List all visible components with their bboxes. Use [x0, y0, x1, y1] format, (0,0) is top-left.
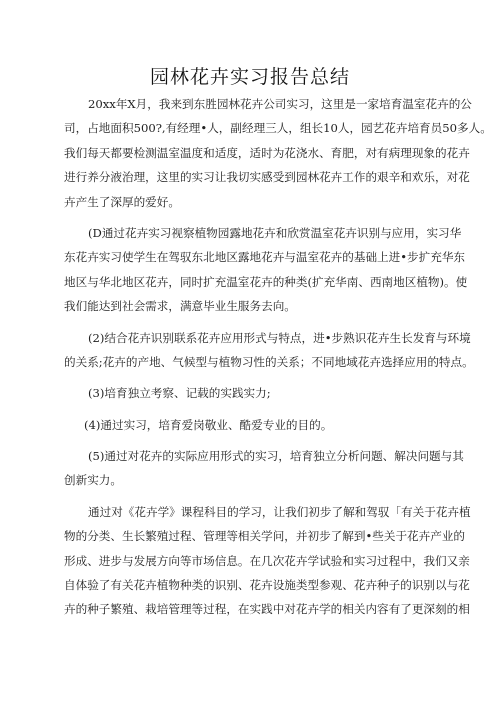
paragraph-7: [64, 500, 471, 622]
text-line: 形成、进步与发展方向等市场信息。在几次花卉学试验和实习过程中，我们又亲: [64, 553, 470, 568]
text-line: 自体验了有关花卉植物种类的识别、花卉设施类型参观、花卉种子的识别以与花: [64, 578, 470, 593]
text-line: 卉产生了深厚的爱好。: [64, 194, 180, 209]
text-line: 物的分类、生长繁殖过程、管理等相关学问，并初步了解到•些关于花卉产业的: [64, 529, 466, 544]
text-line: 地区与华北地区花卉，同时扩充温室花卉的种类(扩充华南、西南地区植物)。使: [64, 274, 468, 289]
text-line: 创新实力。: [64, 473, 122, 488]
text-line: 20xx年X月，我来到东胜园林花卉公司实习，这里是一家培育温室花卉的公: [88, 97, 472, 111]
text-line: (2)结合花卉识别联系花卉应用形式与特点，进•步熟识花卉生长发育与环境: [88, 330, 471, 345]
paragraph-4: [64, 381, 440, 405]
text-line: (3)培育独立考察、记载的实践实力;: [88, 386, 271, 401]
document-title: 园林花卉实习报告总结: [149, 66, 350, 88]
paragraph-1: [64, 92, 492, 214]
text-line: 司，占地面积500?,有经理•人，副经理三人，组长10人，园艺花卉培育员50多人。: [64, 121, 492, 136]
text-line: 我们能达到社会需求，满意毕业生服务去向。: [64, 299, 296, 314]
document-body: [64, 92, 492, 629]
text-line: (5)通过对花卉的实际应用形式的实习，培育独立分析问题、解决问题与其: [88, 449, 464, 464]
text-line: (D通过花卉实习视察植物园露地花卉和欣赏温室花卉识别与应用，实习华: [88, 225, 462, 240]
paragraph-5: [64, 413, 440, 437]
paragraph-3: [64, 326, 474, 375]
text-line: 进行养分液治理，这里的实习让我切实感受到园林花卉工作的艰辛和欢乐，对花: [64, 170, 470, 185]
text-line: 东花卉实习使学生在驾驭东北地区露地花卉与温室花卉的基础上进•步扩充华东: [64, 250, 466, 265]
text-line: 我们每天都要检测温室温度和适度，适时为花浇水、育肥，对有病理现象的花卉: [64, 145, 470, 160]
text-line: 通过对《花卉学》课程科目的学习，让我们初步了解和驾驭「有关于花卉植: [88, 504, 471, 519]
paragraph-2: [64, 221, 468, 319]
text-line: 的关系;花卉的产地、气候型与植物习性的关系；不同地域花卉选择应用的特点。: [64, 354, 474, 369]
text-line: 卉的种子繁殖、栽培管理等过程，在实践中对花卉学的相关内容有了更深刻的相: [64, 602, 470, 617]
paragraph-6: [64, 444, 464, 493]
text-line: (4)通过实习，培育爱岗敬业、酷爱专业的目的。: [84, 417, 333, 432]
